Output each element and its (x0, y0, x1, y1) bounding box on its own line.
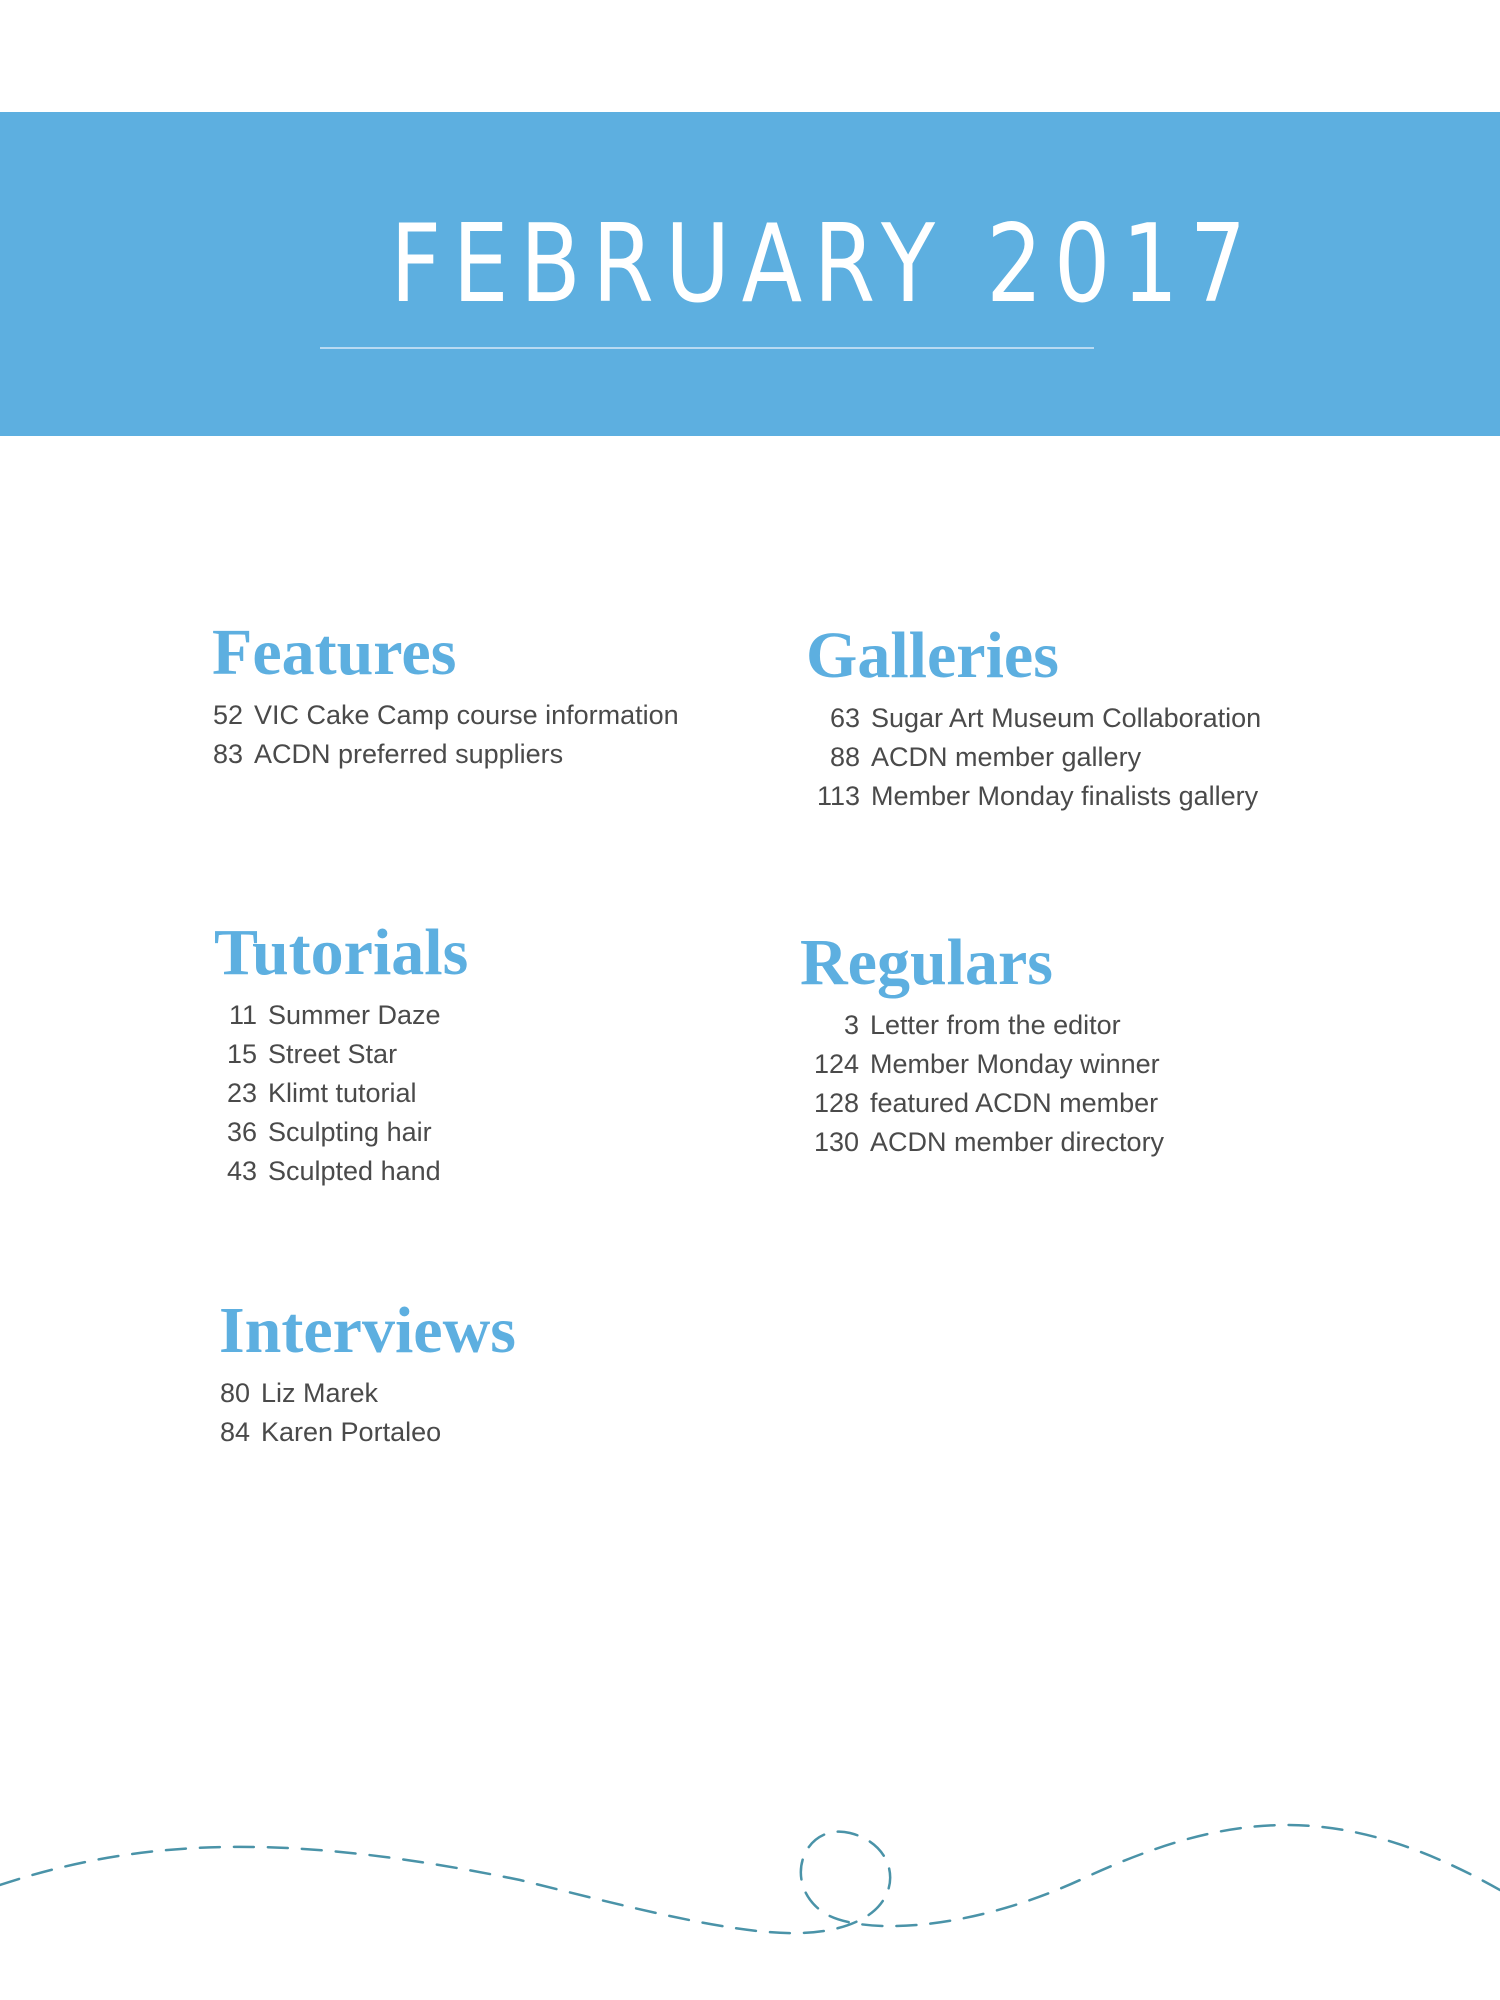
entry-title: featured ACDN member (870, 1088, 1159, 1118)
entry-title: Sculpting hair (268, 1117, 432, 1147)
entry-page-number: 52 (212, 700, 243, 730)
entry-page-number: 43 (226, 1156, 257, 1186)
entry-title: ACDN member directory (870, 1127, 1165, 1157)
entry-page-number: 23 (226, 1078, 257, 1108)
entry-title: VIC Cake Camp course information (254, 700, 679, 730)
toc-entry[interactable] (800, 1006, 1164, 1045)
toc-entry[interactable] (219, 1413, 516, 1452)
section-features (212, 618, 679, 774)
entry-title: Member Monday finalists gallery (871, 781, 1259, 811)
entry-title: Klimt tutorial (268, 1078, 417, 1108)
toc-entry[interactable] (806, 699, 1261, 738)
dashed-wave-loop-icon (0, 1780, 1500, 2000)
toc-entry[interactable] (806, 738, 1261, 777)
entry-page-number: 128 (813, 1088, 859, 1118)
entry-page-number: 83 (212, 739, 243, 769)
entry-title: Sugar Art Museum Collaboration (871, 703, 1262, 733)
section-title-tutorials: Tutorials (214, 916, 469, 989)
entry-page-number: 63 (829, 703, 860, 733)
entry-title: Member Monday winner (870, 1049, 1160, 1079)
section-tutorials (214, 918, 468, 1191)
entry-title: Karen Portaleo (261, 1417, 442, 1447)
entry-page-number: 113 (816, 781, 860, 811)
toc-entry[interactable] (214, 1113, 468, 1152)
section-interviews (219, 1296, 516, 1452)
entry-page-number: 88 (829, 742, 860, 772)
entry-page-number: 15 (226, 1039, 257, 1069)
entry-page-number: 124 (813, 1049, 859, 1079)
issue-title: FEBRUARY 2017 (390, 202, 1258, 327)
section-galleries (806, 621, 1261, 816)
section-title-interviews: Interviews (219, 1294, 516, 1367)
section-title-regulars: Regulars (800, 926, 1053, 999)
entry-page-number: 3 (843, 1010, 859, 1040)
entry-title: Liz Marek (261, 1378, 379, 1408)
entry-page-number: 11 (228, 1000, 257, 1030)
entry-page-number: 80 (219, 1378, 250, 1408)
section-regulars (800, 928, 1164, 1162)
section-title-features: Features (212, 616, 457, 689)
toc-entry[interactable] (800, 1084, 1164, 1123)
entry-page-number: 130 (813, 1127, 859, 1157)
dashed-wave-line (0, 1825, 1500, 1933)
entry-page-number: 84 (219, 1417, 250, 1447)
toc-entry[interactable] (214, 1152, 468, 1191)
toc-entry[interactable] (806, 777, 1261, 816)
entry-title: Summer Daze (268, 1000, 441, 1030)
section-title-galleries: Galleries (806, 619, 1059, 692)
toc-entry[interactable] (212, 735, 679, 774)
title-underline (320, 347, 1094, 349)
entry-title: ACDN member gallery (871, 742, 1142, 772)
toc-entry[interactable] (214, 996, 468, 1035)
toc-entry[interactable] (800, 1123, 1164, 1162)
entry-title: ACDN preferred suppliers (254, 739, 564, 769)
toc-entry[interactable] (212, 696, 679, 735)
entry-page-number: 36 (226, 1117, 257, 1147)
toc-entry[interactable] (214, 1035, 468, 1074)
entry-title: Sculpted hand (268, 1156, 441, 1186)
toc-entry[interactable] (219, 1374, 516, 1413)
entry-title: Street Star (268, 1039, 398, 1069)
toc-entry[interactable] (214, 1074, 468, 1113)
toc-entry[interactable] (800, 1045, 1164, 1084)
entry-title: Letter from the editor (870, 1010, 1121, 1040)
